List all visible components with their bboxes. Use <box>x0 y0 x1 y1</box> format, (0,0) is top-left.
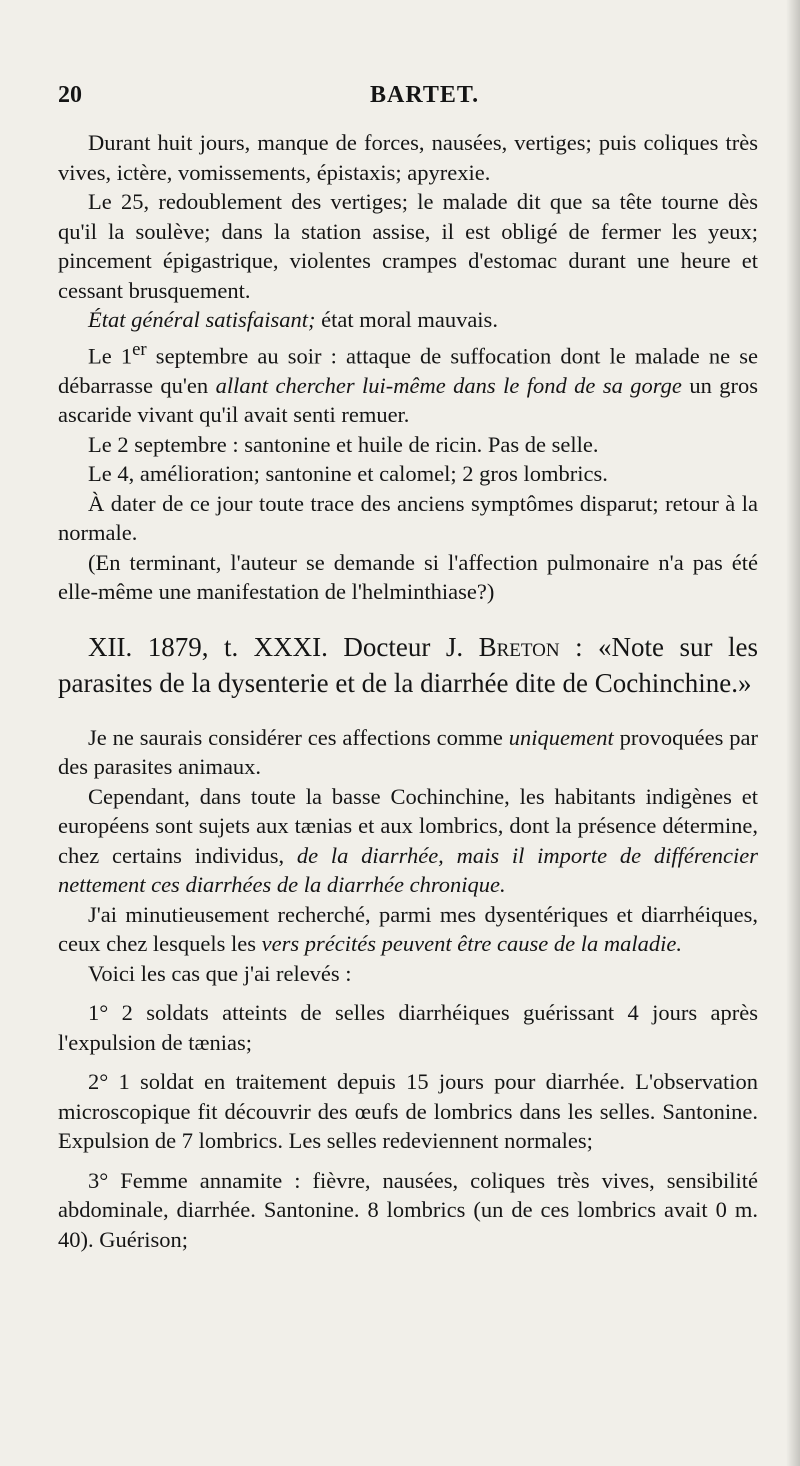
page-edge-shadow <box>786 0 800 1466</box>
text: un gros ascaride vivant qu'il avait senti remuer. <box>58 372 759 427</box>
text: septembre au soir : attaque de suffocation dont le malade ne se débarrasse qu'en <box>58 343 759 398</box>
italic-text: vers précités peuvent être cause de la maladie. <box>261 931 682 956</box>
case-item: 1° 2 soldats atteints de selles diarrhéiques guérissant 4 jours après l'expulsion de tænias; <box>58 1000 758 1055</box>
paragraph: Le 4, amélioration; santonine et calomel; 2 gros lombrics. <box>88 461 608 486</box>
spacer <box>58 988 758 998</box>
paragraph: (En terminant, l'auteur se demande si l'affection pulmonaire n'a pas été elle-même une manifestation de l'helminthiase?) <box>58 549 758 604</box>
running-head: BARTET. <box>370 82 480 108</box>
spacer <box>58 1057 758 1067</box>
paragraph <box>58 900 758 959</box>
text: J'ai minutieusement recherché, parmi mes dysentériques et diarrhéiques, ceux chez lesquels les <box>58 901 758 956</box>
spacer <box>58 607 758 629</box>
italic-text: de la diarrhée, mais il importe de différencier nettement ces diarrhées de la diarrhée chronique. <box>58 842 758 897</box>
page-number: 20 <box>58 82 82 108</box>
paragraph <box>58 723 758 782</box>
page-header <box>58 82 760 112</box>
text: provoquées par des parasites animaux. <box>58 724 758 779</box>
page-body <box>58 128 758 1254</box>
paragraph: Le 25, redoublement des vertiges; le malade dit que sa tête tourne dès qu'il la soulève; dans la station assise, il est obligé de fermer les yeux; pincement épigastrique, violentes crampes d'estomac durant une heure et cessant brusquement. <box>58 189 758 303</box>
paragraph-etat-general <box>58 305 758 335</box>
spacer <box>58 1156 758 1166</box>
paragraph: Durant huit jours, manque de forces, nausées, vertiges; puis coliques très vives, ictère, vomissements, épistaxis; apyrexie. <box>58 130 758 185</box>
italic-text: État général satisfaisant; <box>88 307 316 332</box>
italic-text: uniquement <box>508 724 614 750</box>
paragraph <box>58 782 758 900</box>
section-heading <box>58 629 758 701</box>
italic-text: allant chercher lui-même dans le fond de sa gorge <box>215 372 682 398</box>
paragraph: Voici les cas que j'ai relevés : <box>88 960 352 986</box>
case-item: 3° Femme annamite : fièvre, nausées, coliques très vives, sensibilité abdominale, diarrhée. Santonine. 8 lombrics (un de ces lombrics avait 0 m. 40). Guérison; <box>58 1167 758 1252</box>
superscript: er <box>132 338 147 360</box>
spacer <box>58 701 758 723</box>
paragraph: À dater de ce jour toute trace des anciens symptômes disparut; retour à la normale. <box>58 490 758 545</box>
author-name: Breton <box>478 631 560 662</box>
text: état moral mauvais. <box>315 307 498 332</box>
paragraph: Le 2 septembre : santonine et huile de ricin. Pas de selle. <box>88 431 599 457</box>
text: XII. 1879, t. XXXI. Docteur J. <box>88 631 479 662</box>
text: : «Note sur les parasites de la dysenterie et de la diarrhée dite de Cochinchine.» <box>58 631 759 698</box>
paragraph-1er-septembre <box>58 335 758 430</box>
text: Je ne saurais considérer ces affections comme <box>88 724 509 750</box>
case-item: 2° 1 soldat en traitement depuis 15 jours pour diarrhée. L'observation microscopique fit découvrir des œufs de lombrics dans les selles. Santonine. Expulsion de 7 lombrics. Les selles redeviennent normales; <box>58 1069 758 1153</box>
text: Cependant, dans toute la basse Cochinchine, les habitants indigènes et européens sont sujets aux tænias et aux lombrics, dont la présence détermine, chez certains individus, <box>58 783 758 868</box>
text: Le 1 <box>88 343 133 368</box>
